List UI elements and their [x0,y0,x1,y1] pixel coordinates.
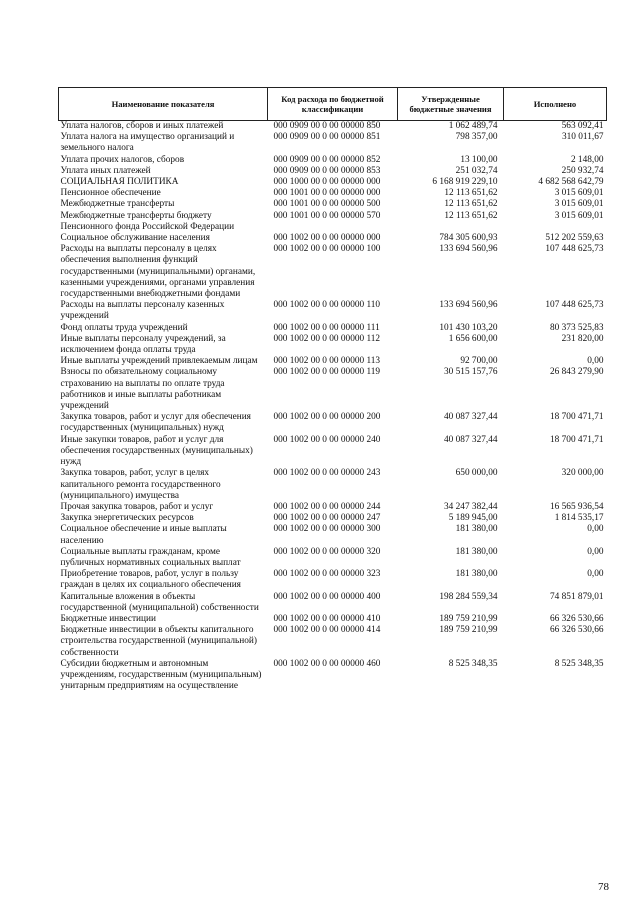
row-name-cell: Закупка товаров, работ и услуг для обеспечения государственных (муниципальных) нужд [60,412,251,434]
table-row [59,367,607,412]
row-code-cell: 000 1002 00 0 00 00000 113 [273,356,381,367]
row-executed-cell: 107 448 625,73 [545,300,604,311]
header-approved: Утвержденные бюджетные значения [398,88,504,121]
row-approved-cell: 198 284 559,34 [439,591,498,602]
table-row [59,502,607,513]
row-name-cell: Иные выплаты учреждений привлекаемым лицам [60,356,258,367]
table-row [59,300,607,322]
row-name-cell: Расходы на выплаты персоналу в целях обеспечения выполнения функций государственными (муниципальными) органами, казенными учреждениями, органами управления государственными внебюджетными фондами [60,244,256,300]
row-executed-cell: 231 820,00 [561,333,604,344]
header-name: Наименование показателя [59,88,268,121]
row-executed-cell: 0,00 [587,546,604,557]
row-name-cell: Уплата налогов, сборов и иных платежей [60,121,224,131]
row-code-cell: 000 1002 00 0 00 00000 247 [273,513,381,524]
row-name-cell: Иные закупки товаров, работ и услуг для обеспечения государственных (муниципальных) нужд [60,434,253,468]
row-approved-cell: 40 087 327,44 [444,434,498,445]
table-row [59,356,607,367]
row-code-cell: 000 1002 00 0 00 00000 410 [273,613,381,624]
table-row [59,132,607,154]
table-row [59,547,607,569]
row-approved-cell: 133 694 560,96 [439,300,498,311]
row-approved-cell: 12 113 651,62 [444,188,498,199]
row-approved-cell: 189 759 210,99 [439,613,498,624]
table-row [59,177,607,188]
table-body [59,121,607,693]
row-executed-cell: 66 326 530,66 [550,613,604,624]
row-name-cell: Социальное обслуживание населения [60,233,210,244]
row-executed-cell: 0,00 [587,569,604,580]
row-executed-cell: 107 448 625,73 [545,244,604,255]
table-row [59,211,607,233]
row-executed-cell: 1 814 535,17 [554,513,604,524]
table-row [59,334,607,356]
row-code-cell: 000 1002 00 0 00 00000 400 [273,591,381,602]
row-approved-cell: 12 113 651,62 [444,199,498,210]
row-executed-cell: 26 843 279,90 [550,367,604,378]
table-row [59,166,607,177]
row-approved-cell: 13 100,00 [460,154,498,165]
table-row [59,513,607,524]
row-name-cell: Закупка энергетических ресурсов [60,513,194,524]
row-name-cell: Иные выплаты персоналу учреждений, за исключением фонда оплаты труда [60,333,226,356]
row-approved-cell: 34 247 382,44 [444,501,498,512]
table-row [59,659,607,693]
row-code-cell: 000 1002 00 0 00 00000 300 [273,524,381,535]
row-code-cell: 000 1002 00 0 00 00000 119 [273,367,381,378]
row-executed-cell: 3 015 609,01 [554,210,604,221]
row-code-cell: 000 1002 00 0 00 00000 414 [273,625,381,636]
row-name-cell: Прочая закупка товаров, работ и услуг [60,501,214,512]
row-executed-cell: 0,00 [587,356,604,367]
row-code-cell: 000 0909 00 0 00 00000 853 [273,165,381,176]
row-name-cell: Взносы по обязательному социальному страхованию на выплаты по оплате труда работников и иные выплаты работникам учреждений [60,367,225,412]
row-approved-cell: 251 032,74 [455,165,498,176]
row-executed-cell: 0,00 [587,524,604,535]
row-code-cell: 000 1002 00 0 00 00000 110 [273,300,381,311]
row-code-cell: 000 0909 00 0 00 00000 851 [273,132,381,143]
header-code: Код расхода по бюджетной классификации [268,88,398,121]
row-name-cell: Приобретение товаров, работ, услуг в пользу граждан в целях их социального обеспечения [60,569,241,591]
row-name-cell: СОЦИАЛЬНАЯ ПОЛИТИКА [60,177,179,188]
page-number: 78 [598,881,609,893]
table-row [59,323,607,334]
row-name-cell: Уплата налога на имущество организаций и земельного налога [60,132,235,154]
row-code-cell: 000 1001 00 0 00 00000 570 [273,210,381,221]
table-row [59,244,607,300]
table-row [59,625,607,659]
row-name-cell: Уплата иных платежей [60,165,151,176]
row-approved-cell: 133 694 560,96 [439,244,498,255]
table-row [59,155,607,166]
row-approved-cell: 30 515 157,76 [444,367,498,378]
row-approved-cell: 1 062 489,74 [448,121,498,131]
row-executed-cell: 563 092,41 [561,121,604,131]
row-code-cell: 000 1002 00 0 00 00000 323 [273,569,381,580]
row-code-cell: 000 1002 00 0 00 00000 000 [273,233,381,244]
table-header [59,88,607,121]
row-code-cell: 000 1002 00 0 00 00000 200 [273,412,381,423]
row-name-cell: Социальные выплаты гражданам, кроме публичных нормативных социальных выплат [60,546,241,568]
row-code-cell: 000 1002 00 0 00 00000 244 [273,501,381,512]
row-name-cell: Бюджетные инвестиции [60,613,156,624]
row-executed-cell: 66 326 530,66 [550,625,604,636]
table-row [59,121,607,133]
row-executed-cell: 3 015 609,01 [554,188,604,199]
row-approved-cell: 12 113 651,62 [444,210,498,221]
row-approved-cell: 181 380,00 [455,546,498,557]
row-approved-cell: 650 000,00 [455,468,498,479]
row-approved-cell: 5 189 945,00 [448,513,498,524]
row-executed-cell: 4 682 568 642,79 [538,177,604,188]
row-name-cell: Субсидии бюджетным и автономным учреждениям, государственным (муниципальным) унитарным предприятиям на осуществление [60,658,262,692]
row-code-cell: 000 1002 00 0 00 00000 240 [273,434,381,445]
row-code-cell: 000 0909 00 0 00 00000 850 [273,121,381,131]
row-code-cell: 000 1002 00 0 00 00000 320 [273,546,381,557]
row-name-cell: Межбюджетные трансферты бюджету Пенсионного фонда Российской Федерации [60,210,235,232]
row-approved-cell: 6 168 919 229,10 [432,177,498,188]
row-executed-cell: 3 015 609,01 [554,199,604,210]
table-row [59,524,607,546]
row-name-cell: Пенсионное обеспечение [60,188,161,199]
row-code-cell: 000 0909 00 0 00 00000 852 [273,154,381,165]
row-name-cell: Капитальные вложения в объекты государственной (муниципальной) собственности [60,591,259,613]
row-executed-cell: 18 700 471,71 [550,434,604,445]
table-row [59,412,607,434]
table-row [59,468,607,502]
row-code-cell: 000 1001 00 0 00 00000 000 [273,188,381,199]
row-name-cell: Расходы на выплаты персоналу казенных учреждений [60,300,225,322]
table-row [59,569,607,591]
row-approved-cell: 1 656 600,00 [448,333,498,344]
table-row [59,199,607,210]
row-executed-cell: 250 932,74 [561,165,604,176]
row-approved-cell: 784 305 600,93 [439,233,498,244]
table-row [59,233,607,244]
header-row [59,88,607,121]
row-code-cell: 000 1002 00 0 00 00000 100 [273,244,381,255]
row-approved-cell: 181 380,00 [455,524,498,535]
row-executed-cell: 8 525 348,35 [554,658,604,669]
row-code-cell: 000 1000 00 0 00 00000 000 [273,177,381,188]
row-code-cell: 000 1002 00 0 00 00000 112 [273,333,381,344]
row-executed-cell: 512 202 559,63 [545,233,604,244]
row-executed-cell: 74 851 879,01 [550,591,604,602]
budget-table [58,87,607,692]
row-executed-cell: 80 373 525,83 [550,322,604,333]
row-code-cell: 000 1002 00 0 00 00000 111 [273,322,380,333]
row-name-cell: Уплата прочих налогов, сборов [60,154,185,165]
table-row [59,592,607,614]
table-row [59,614,607,625]
row-approved-cell: 189 759 210,99 [439,625,498,636]
header-executed: Исполнено [504,88,607,121]
row-name-cell: Закупка товаров, работ, услуг в целях капитального ремонта государственного (муниципального) имущества [60,468,221,501]
row-executed-cell: 310 011,67 [562,132,604,143]
table-row [59,188,607,199]
row-code-cell: 000 1002 00 0 00 00000 243 [273,468,381,479]
table-row [59,435,607,469]
row-executed-cell: 2 148,00 [570,154,604,165]
row-approved-cell: 181 380,00 [455,569,498,580]
row-executed-cell: 16 565 936,54 [550,501,604,512]
row-approved-cell: 92 700,00 [460,356,498,367]
row-name-cell: Бюджетные инвестиции в объекты капитального строительства государственной (муниципальной) собственности [60,625,257,658]
row-executed-cell: 18 700 471,71 [550,412,604,423]
row-approved-cell: 8 525 348,35 [448,658,498,669]
row-approved-cell: 798 357,00 [455,132,498,143]
row-name-cell: Межбюджетные трансферты [60,199,175,210]
row-executed-cell: 320 000,00 [561,468,604,479]
row-code-cell: 000 1002 00 0 00 00000 460 [273,658,381,669]
row-approved-cell: 101 430 103,20 [439,322,498,333]
row-name-cell: Социальное обеспечение и иные выплаты населению [60,524,227,546]
row-name-cell: Фонд оплаты труда учреждений [60,322,188,333]
row-approved-cell: 40 087 327,44 [444,412,498,423]
row-code-cell: 000 1001 00 0 00 00000 500 [273,199,381,210]
